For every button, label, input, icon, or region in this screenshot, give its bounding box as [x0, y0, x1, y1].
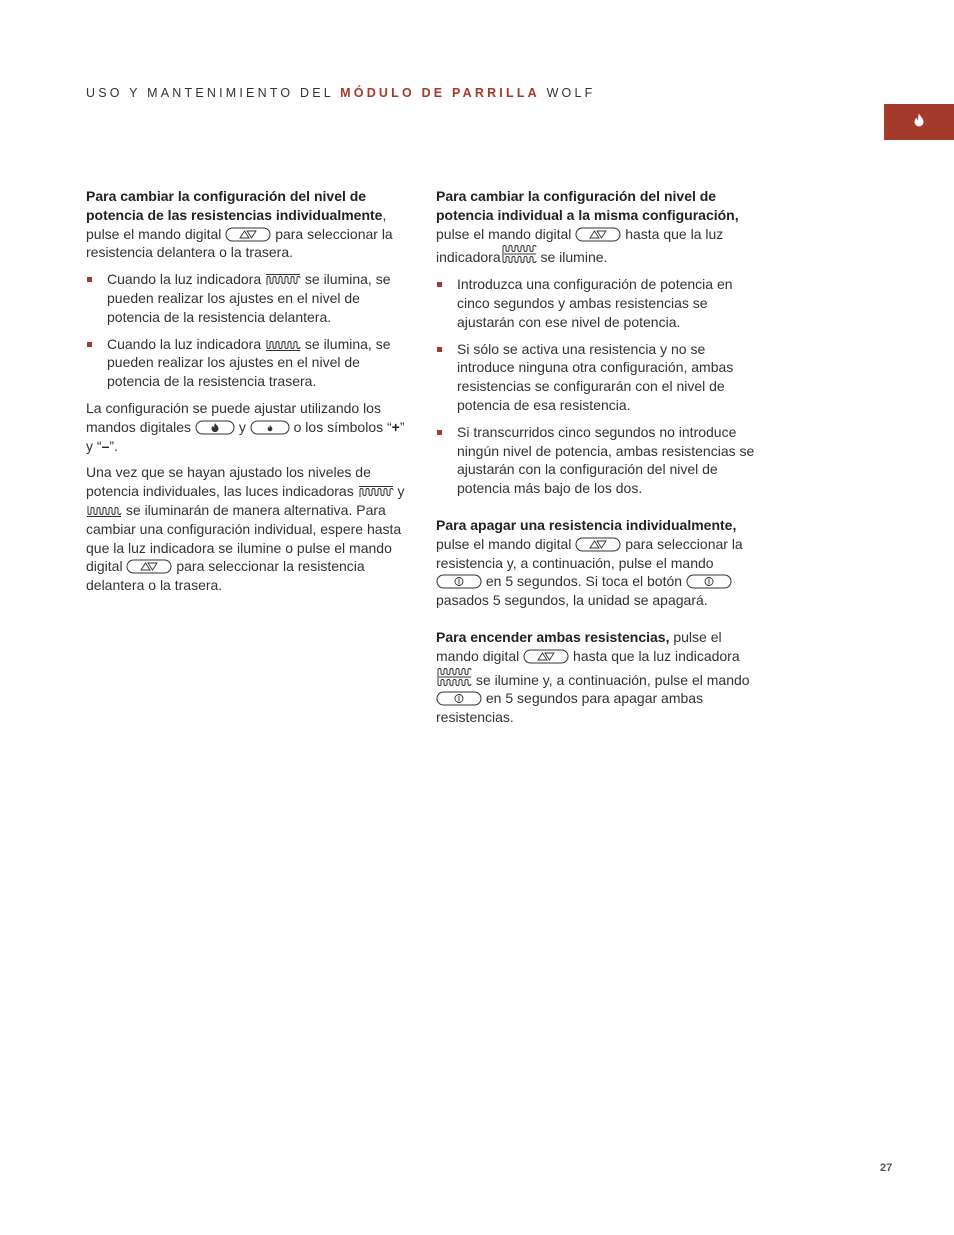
- digital-knob-icon: [126, 559, 172, 574]
- header-highlight: MÓDULO DE PARRILLA: [340, 86, 540, 100]
- running-header: [86, 86, 595, 100]
- text-run: se ilumina, se pueden realizar los ajustes en el nivel de potencia de la resistencia trasera.: [107, 335, 391, 390]
- power-knob-icon: [436, 691, 482, 706]
- text-run: se ilumina, se pueden realizar los ajustes en el nivel de potencia de la resistencia delantera.: [107, 271, 391, 325]
- power-knob-icon: [436, 574, 482, 589]
- plus-symbol: +: [391, 418, 400, 435]
- rear-element-indicator-icon: [86, 504, 122, 518]
- text-run: pulse el mando digital: [436, 535, 576, 552]
- list-item: Si sólo se activa una resistencia y no se introduce ninguna otra configuración, ambas resistencias se configurarán con el nivel de potencia de esa resistencia.: [436, 340, 761, 415]
- text-run: para seleccionar la resistencia y, a continuación, pulse el mando: [436, 535, 743, 571]
- text-run: para seleccionar la resistencia delantera o la trasera.: [86, 225, 393, 261]
- bullet-list: [436, 275, 761, 498]
- section-tab: [884, 104, 954, 140]
- paragraph-alternate: [86, 463, 411, 595]
- text-run: en 5 segundos para apagar ambas resistencias.: [436, 690, 704, 726]
- text-run: La configuración se puede ajustar utilizando los mandos digitales: [86, 399, 381, 435]
- text-run: Una vez que se hayan ajustado los niveles de potencia individuales, las luces indicadoras: [86, 464, 371, 500]
- list-item: Introduzca una configuración de potencia en cinco segundos y ambas resistencias se ajustarán con ese nivel de potencia.: [436, 275, 761, 331]
- lead-in-bold: Para apagar una resistencia individualmente,: [436, 516, 737, 533]
- bullet-list: [86, 270, 411, 391]
- text-run: Cuando la luz indicadora: [107, 271, 265, 288]
- digital-knob-icon: [575, 537, 621, 552]
- text-run: se ilumine y, a continuación, pulse el mando: [472, 671, 750, 688]
- text-run: ”.: [109, 437, 118, 454]
- text-run: en 5 segundos. Si toca el botón: [482, 573, 686, 590]
- header-suffix: WOLF: [539, 86, 596, 100]
- paragraph-turn-on-both: [436, 628, 761, 727]
- right-column: [436, 187, 761, 735]
- decrease-knob-icon: [250, 420, 290, 435]
- lead-in-bold: Para cambiar la configuración del nivel de potencia individual a la misma configuración,: [436, 188, 739, 223]
- header-prefix: USO Y MANTENIMIENTO DEL: [86, 86, 341, 100]
- digital-knob-icon: [575, 227, 621, 242]
- text-run: y: [234, 418, 250, 435]
- text-run: ” y “: [86, 418, 405, 454]
- text-run: pulse el mando digital: [436, 225, 576, 242]
- increase-knob-icon: [195, 420, 235, 435]
- text-run: Cuando la luz indicadora: [107, 335, 265, 352]
- rear-element-indicator-icon: [265, 338, 301, 352]
- list-item: Si transcurridos cinco segundos no introduce ningún nivel de potencia, ambas resistencias se ajustarán con la configuración del nivel de potencia más bajo de los dos.: [436, 423, 761, 498]
- power-knob-icon: [686, 574, 732, 589]
- list-item: [86, 335, 411, 391]
- text-run: y: [393, 483, 405, 500]
- text-run: hasta que la luz indicadora: [436, 225, 724, 266]
- text-run: o los símbolos “: [289, 418, 392, 435]
- text-run: para seleccionar la resistencia delantera o la trasera.: [86, 558, 365, 594]
- lead-in-bold: Para encender ambas resistencias,: [436, 628, 670, 645]
- both-elements-indicator-icon: [501, 243, 537, 265]
- text-run: se ilumine.: [536, 249, 608, 266]
- list-item: [86, 270, 411, 326]
- text-run: se iluminarán de manera alternativa. Para cambiar una configuración individual, espere hasta que la luz indicadora se ilumine o pulse el mando digital: [86, 501, 402, 575]
- text-run: pasados 5 segundos, la unidad se apagará.: [436, 592, 708, 609]
- minus-symbol: –: [101, 437, 110, 454]
- paragraph-same-config: [436, 187, 761, 267]
- digital-knob-icon: [523, 649, 569, 664]
- front-element-indicator-icon: [358, 485, 394, 499]
- text-run: , pulse el mando digital: [86, 206, 387, 242]
- front-element-indicator-icon: [265, 273, 301, 287]
- page-number: 27: [880, 1162, 893, 1174]
- paragraph-turn-off-individual: [436, 516, 761, 610]
- flame-icon: [913, 113, 925, 132]
- digital-knob-icon: [225, 227, 271, 242]
- both-elements-indicator-icon: [436, 666, 472, 688]
- paragraph-individual-power: [86, 187, 411, 262]
- text-run: hasta que la luz indicadora: [569, 647, 740, 664]
- left-column: [86, 187, 411, 603]
- paragraph-adjust: [86, 399, 411, 455]
- text-run: pulse el mando digital: [436, 628, 722, 664]
- lead-in-bold: Para cambiar la configuración del nivel de potencia de las resistencias individualmente: [86, 188, 383, 223]
